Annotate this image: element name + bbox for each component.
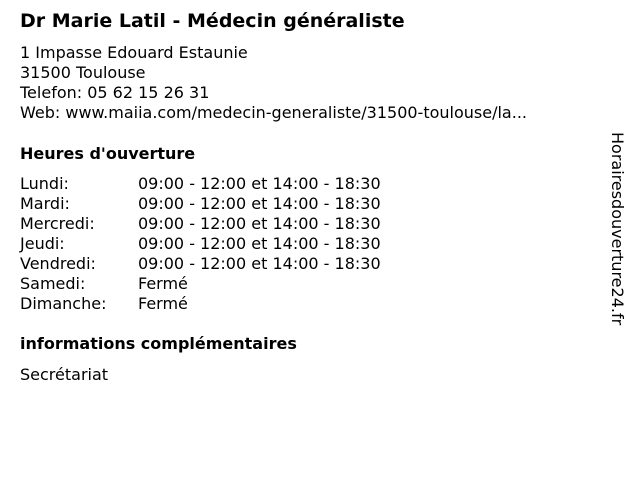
- website-link[interactable]: Web: www.maiia.com/medecin-generaliste/31500-toulouse/la...: [20, 103, 527, 122]
- opening-hours-list: [20, 174, 381, 314]
- site-watermark: Horairesdouverture24.fr: [608, 132, 627, 326]
- hours-row-sunday: [20, 294, 381, 314]
- day-label: Vendredi:: [20, 254, 96, 273]
- day-hours: Fermé: [138, 274, 188, 293]
- info-text: Secrétariat: [20, 365, 109, 384]
- day-label: Dimanche:: [20, 294, 107, 313]
- hours-row-friday: [20, 254, 381, 274]
- hours-row-saturday: [20, 274, 381, 294]
- phone-number[interactable]: Telefon: 05 62 15 26 31: [20, 83, 210, 102]
- day-hours: 09:00 - 12:00 et 14:00 - 18:30: [138, 214, 381, 233]
- hours-row-tuesday: [20, 194, 381, 214]
- info-heading: informations complémentaires: [20, 334, 297, 353]
- day-label: Samedi:: [20, 274, 86, 293]
- hours-heading: Heures d'ouverture: [20, 144, 196, 163]
- day-label: Mercredi:: [20, 214, 95, 233]
- page-title: Dr Marie Latil - Médecin généraliste: [20, 10, 405, 32]
- day-label: Mardi:: [20, 194, 70, 213]
- day-hours: 09:00 - 12:00 et 14:00 - 18:30: [138, 234, 381, 253]
- day-hours: 09:00 - 12:00 et 14:00 - 18:30: [138, 254, 381, 273]
- day-hours: 09:00 - 12:00 et 14:00 - 18:30: [138, 174, 381, 193]
- hours-row-wednesday: [20, 214, 381, 234]
- city: 31500 Toulouse: [20, 63, 146, 82]
- day-hours: Fermé: [138, 294, 188, 313]
- street-address: 1 Impasse Edouard Estaunie: [20, 43, 248, 62]
- day-label: Lundi:: [20, 174, 69, 193]
- day-hours: 09:00 - 12:00 et 14:00 - 18:30: [138, 194, 381, 213]
- address-block: [20, 43, 527, 123]
- day-label: Jeudi:: [20, 234, 65, 253]
- hours-row-thursday: [20, 234, 381, 254]
- hours-row-monday: [20, 174, 381, 194]
